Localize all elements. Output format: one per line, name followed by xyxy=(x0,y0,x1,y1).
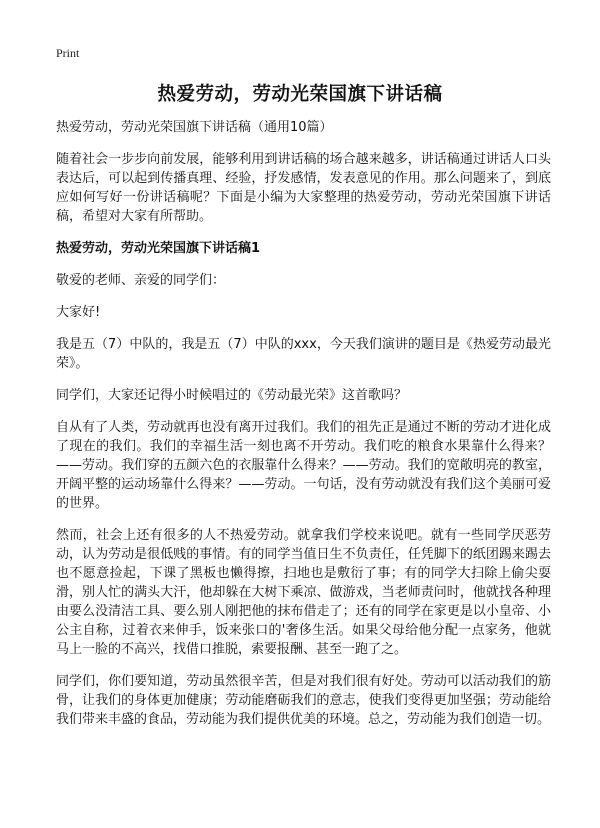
greeting-paragraph: 敬爱的老师、亲爱的同学们： xyxy=(56,273,226,288)
body-paragraph: 自从有了人类，劳动就再也没有离开过我们。我们的祖先正是通过不断的劳动才进化成了现在的我们。我们的幸福生活一刻也离不开劳动。我们吃的粮食水果靠什么得来？——劳动。我们穿的五颜六色的衣服靠什么得来？——劳动。我们的宽敞明亮的教室，开阔平整的运动场靠什么得来？——劳动。一句话，没有劳动就没有我们这个美丽可爱的世界。 xyxy=(56,420,551,511)
document-title: 热爱劳动，劳动光荣国旗下讲话稿 xyxy=(157,84,443,105)
document-body xyxy=(56,118,551,742)
section-heading: 热爱劳动，劳动光荣国旗下讲话稿1 xyxy=(56,241,261,256)
print-link[interactable]: Print xyxy=(56,46,80,60)
body-paragraph: 然而，社会上还有很多的人不热爱劳动。就拿我们学校来说吧。就有一些同学厌恶劳动，认为劳动是很低贱的事情。有的同学当值日生不负责任，任凭脚下的纸团踢来踢去也不愿意捡起，下课了黑板也懒得擦，扫地也是敷衍了事；有的同学大扫除上偷尖耍滑，别人忙的满头大汗，他却躲在大树下乘凉、做游戏，当老师责问时，他就找各种理由要么没清洁工具、要么别人刚把他的抹布借走了；还有的同学在家更是以小皇帝、小公主自称，过着衣来伸手，饭来张口的'奢侈生活。如果父母给他分配一点家务，他就马上一脸的不高兴，找借口推脱，索要报酬、甚至一跑了之。 xyxy=(56,528,551,657)
body-paragraph: 同学们，你们要知道，劳动虽然很辛苦，但是对我们很有好处。劳动可以活动我们的筋骨，让我们的身体更加健康；劳动能磨砺我们的意志，使我们变得更加坚强；劳动能给我们带来丰盛的食品，劳动能为我们提供优美的环境。总之，劳动能为我们创造一切。 xyxy=(56,674,551,727)
intro-paragraph: 随着社会一步步向前发展，能够利用到讲话稿的场合越来越多，讲话稿通过讲话人口头表达后，可以起到传播真理、经验，抒发感情，发表意见的作用。那么问题来了，到底应如何写好一份讲话稿呢？下面是小编为大家整理的热爱劳动，劳动光荣国旗下讲话稿，希望对大家有所帮助。 xyxy=(56,152,551,224)
document-subtitle: 热爱劳动，劳动光荣国旗下讲话稿（通用10篇） xyxy=(56,120,333,135)
body-paragraph: 同学们，大家还记得小时候唱过的《劳动最光荣》这首歌吗？ xyxy=(56,388,408,403)
body-paragraph: 我是五（7）中队的，我是五（7）中队的xxx，今天我们演讲的题目是《热爱劳动最光荣》。 xyxy=(56,337,551,371)
salutation-paragraph: 大家好! xyxy=(56,305,101,320)
